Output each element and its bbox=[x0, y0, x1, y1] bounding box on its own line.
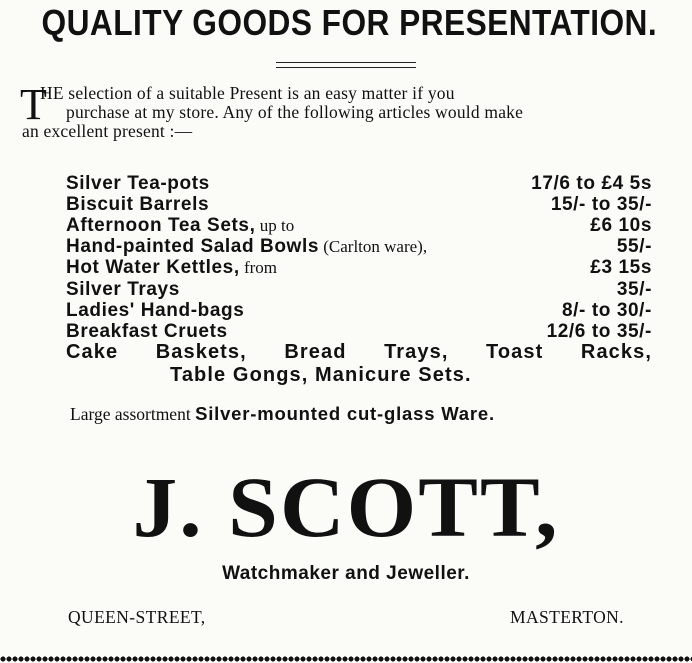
intro-line-1: HE selection of a suitable Present is an easy matter if you bbox=[40, 83, 455, 103]
town-name: MASTERTON. bbox=[510, 607, 624, 627]
item-name: Silver Tea-pots bbox=[66, 173, 210, 194]
item-name: Breakfast Cruets bbox=[66, 321, 228, 342]
intro-paragraph bbox=[20, 80, 686, 141]
item-price: 15/- to 35/- bbox=[550, 194, 652, 215]
ornamental-border bbox=[0, 653, 692, 663]
item-name: Biscuit Barrels bbox=[66, 194, 210, 215]
intro-line-2: purchase at my store. Any of the following articles would make bbox=[66, 102, 524, 122]
item-price: 35/- bbox=[616, 279, 652, 300]
item-name: Ladies' Hand-bags bbox=[66, 300, 245, 321]
extra-items-line-2: Table Gongs, Manicure Sets. bbox=[170, 364, 472, 386]
item-price: 55/- bbox=[616, 236, 652, 257]
proprietor-name: J. SCOTT, bbox=[132, 459, 560, 555]
drop-cap: T bbox=[20, 80, 48, 129]
price-item bbox=[66, 321, 652, 343]
extra-items-line-1: Cake Baskets, Bread Trays, Toast Racks, bbox=[66, 341, 652, 363]
price-item bbox=[66, 279, 652, 301]
item-name: Silver Trays bbox=[66, 279, 180, 300]
item-name: Hand-painted Salad Bowls bbox=[66, 236, 319, 257]
item-note: from bbox=[239, 258, 278, 277]
assortment-prefix: Large assortment bbox=[70, 404, 196, 424]
trade-line: Watchmaker and Jeweller. bbox=[222, 563, 470, 584]
price-item bbox=[66, 236, 652, 258]
item-name: Afternoon Tea Sets, bbox=[66, 215, 256, 236]
item-price: £3 15s bbox=[590, 257, 652, 278]
item-price: £6 10s bbox=[590, 215, 652, 236]
price-item bbox=[66, 173, 652, 195]
divider-rule bbox=[276, 67, 416, 68]
item-name: Hot Water Kettles, bbox=[66, 257, 240, 278]
assortment-line bbox=[70, 403, 495, 425]
price-item bbox=[66, 215, 652, 237]
intro-line-3: an excellent present :— bbox=[22, 121, 193, 141]
item-price: 17/6 to £4 5s bbox=[531, 173, 652, 194]
headline: QUALITY GOODS FOR PRESENTATION. bbox=[41, 2, 658, 43]
item-note: up to bbox=[255, 216, 295, 235]
street-address: QUEEN-STREET, bbox=[68, 607, 206, 627]
price-item bbox=[66, 257, 652, 279]
assortment-bold: Silver-mounted cut-glass Ware. bbox=[195, 403, 495, 424]
item-note: (Carlton ware), bbox=[319, 237, 428, 256]
item-price: 12/6 to 35/- bbox=[546, 321, 652, 342]
item-price: 8/- to 30/- bbox=[561, 300, 652, 321]
price-item bbox=[66, 194, 652, 216]
price-item bbox=[66, 300, 652, 322]
divider-rule bbox=[276, 62, 416, 63]
